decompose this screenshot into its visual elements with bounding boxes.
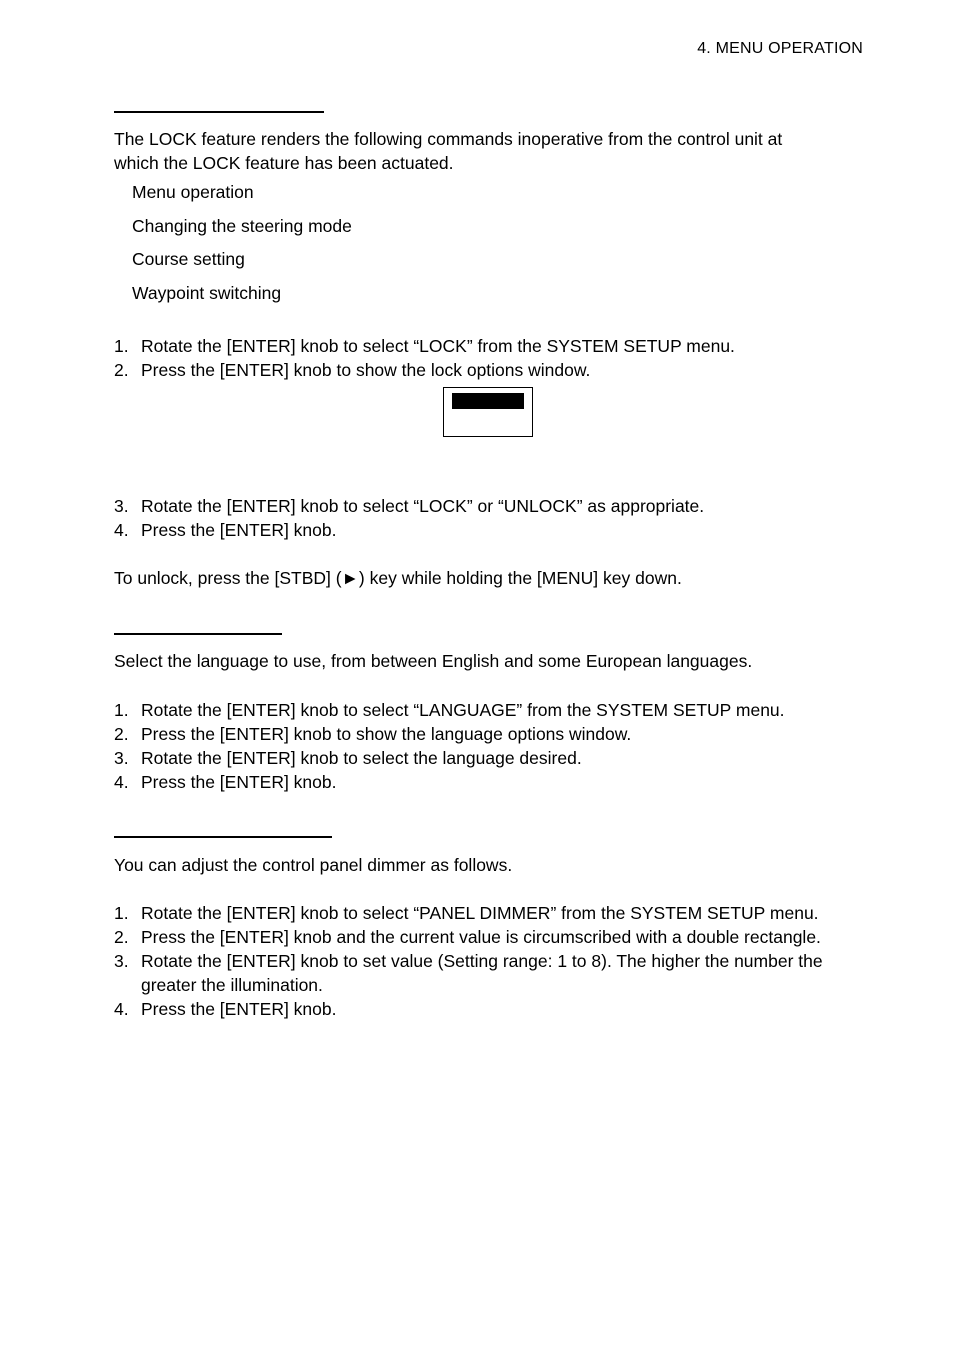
step-text: Press the [ENTER] knob. (141, 999, 337, 1019)
step-number: 2. (114, 927, 129, 947)
lock-item: Changing the steering mode (132, 216, 352, 236)
language-intro: Select the language to use, from between English and some European languages. (114, 651, 753, 671)
step-text: Rotate the [ENTER] knob to select “LANGUAGE” from the SYSTEM SETUP menu. (141, 700, 785, 720)
step-number: 3. (114, 496, 129, 516)
lock-item: Waypoint switching (132, 283, 282, 303)
step-text: Press the [ENTER] knob. (141, 520, 337, 540)
lock-item: Menu operation (132, 182, 254, 202)
step-number: 4. (114, 999, 129, 1019)
step-number: 3. (114, 748, 129, 768)
language-step (114, 750, 582, 768)
dimmer-step (114, 953, 823, 971)
step-number: 1. (114, 700, 129, 720)
dimmer-step (114, 1001, 337, 1019)
dimmer-step (114, 905, 819, 923)
step-text: Press the [ENTER] knob and the current value is circumscribed with a double rectangle. (141, 927, 821, 947)
dimmer-intro: You can adjust the control panel dimmer as follows. (114, 855, 513, 875)
step-text: Press the [ENTER] knob to show the lock options window. (141, 360, 591, 380)
lock-step (114, 522, 337, 540)
step-number: 1. (114, 903, 129, 923)
step-text: Press the [ENTER] knob to show the language options window. (141, 724, 632, 744)
step-text: Press the [ENTER] knob. (141, 772, 337, 792)
step-number: 4. (114, 520, 129, 540)
dimmer-step3-continuation: greater the illumination. (141, 975, 323, 995)
step-text: Rotate the [ENTER] knob to select “PANEL DIMMER” from the SYSTEM SETUP menu. (141, 903, 819, 923)
lock-step (114, 498, 704, 516)
language-heading-rule (114, 633, 282, 635)
step-number: 1. (114, 336, 129, 356)
step-number: 3. (114, 951, 129, 971)
step-text: Rotate the [ENTER] knob to select “LOCK” or “UNLOCK” as appropriate. (141, 496, 705, 516)
dimmer-heading-rule (114, 836, 332, 838)
step-text: Rotate the [ENTER] knob to select “LOCK” from the SYSTEM SETUP menu. (141, 336, 735, 356)
lock-option-highlight (452, 393, 524, 409)
chapter-header: 4. MENU OPERATION (697, 40, 863, 57)
lock-intro-line1: The LOCK feature renders the following commands inoperative from the control unit at (114, 129, 783, 149)
lock-item: Course setting (132, 249, 245, 269)
unlock-note: To unlock, press the [STBD] (►) key while holding the [MENU] key down. (114, 568, 682, 588)
dimmer-step (114, 929, 821, 947)
step-number: 2. (114, 724, 129, 744)
language-step (114, 726, 631, 744)
step-text: Rotate the [ENTER] knob to select the language desired. (141, 748, 582, 768)
language-step (114, 702, 785, 720)
lock-step (114, 362, 590, 380)
lock-options-window (443, 387, 533, 437)
language-step (114, 774, 337, 792)
step-number: 2. (114, 360, 129, 380)
step-number: 4. (114, 772, 129, 792)
lock-heading-rule (114, 111, 324, 113)
lock-step (114, 338, 735, 356)
lock-intro-line2: which the LOCK feature has been actuated. (114, 153, 454, 173)
step-text: Rotate the [ENTER] knob to set value (Setting range: 1 to 8). The higher the number the (141, 951, 823, 971)
